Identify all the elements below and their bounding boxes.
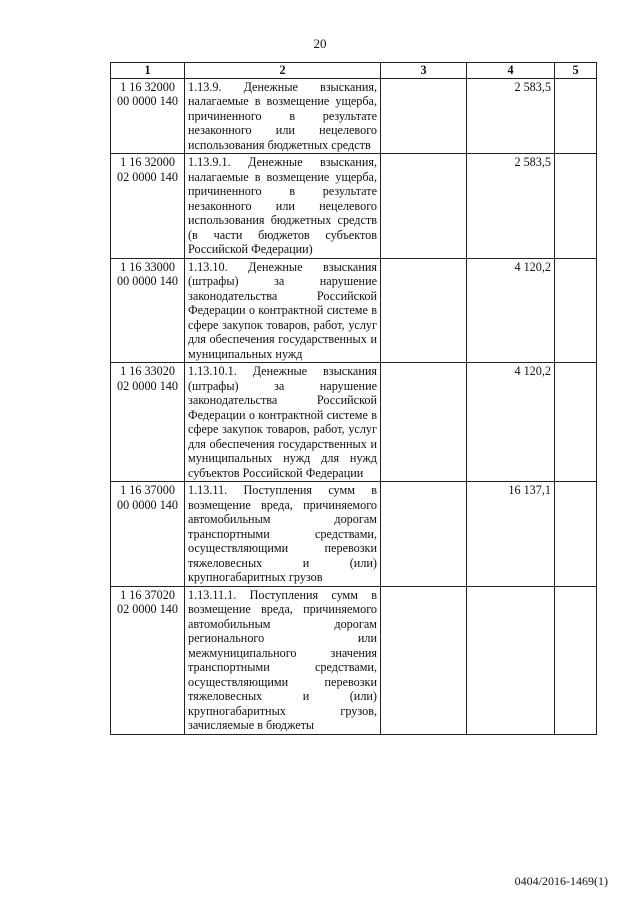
header-col-4: 4: [467, 63, 555, 79]
row-col5: [555, 154, 597, 259]
row-code: 1 16 37000 00 0000 140: [111, 482, 185, 587]
page-number: 20: [313, 36, 327, 51]
row-amount: 16 137,1: [467, 482, 555, 587]
row-description: 1.13.9.1. Денежные взыскания, налагаемые в возмещение ущерба, причиненного в результате незаконного или нецелевого использования бюджетных средств (в части бюджетов субъектов Российской Федерации): [185, 154, 381, 259]
table-row: [111, 258, 597, 363]
row-col3: [381, 258, 467, 363]
row-code: 1 16 32000 02 0000 140: [111, 154, 185, 259]
header-col-5: 5: [555, 63, 597, 79]
table-row: [111, 154, 597, 259]
table-row: [111, 363, 597, 482]
row-description: 1.13.10.1. Денежные взыскания (штрафы) за нарушение законодательства Российской Федерации о контрактной системе в сфере закупок товаров, работ, услуг для обеспечения государственных и муниципальных нужд для нужд субъектов Российской Федерации: [185, 363, 381, 482]
row-col3: [381, 154, 467, 259]
row-amount: 2 583,5: [467, 78, 555, 154]
header-col-3: 3: [381, 63, 467, 79]
row-code: 1 16 33020 02 0000 140: [111, 363, 185, 482]
table-row: [111, 586, 597, 734]
row-amount: [467, 586, 555, 734]
row-description: 1.13.9. Денежные взыскания, налагаемые в возмещение ущерба, причиненного в результате незаконного или нецелевого использования бюджетных средств: [185, 78, 381, 154]
row-code: 1 16 33000 00 0000 140: [111, 258, 185, 363]
row-code: 1 16 37020 02 0000 140: [111, 586, 185, 734]
row-col5: [555, 363, 597, 482]
table-row: [111, 78, 597, 154]
table-row: [111, 482, 597, 587]
row-col5: [555, 258, 597, 363]
header-col-1: 1: [111, 63, 185, 79]
row-col3: [381, 482, 467, 587]
row-description: 1.13.11. Поступления сумм в возмещение вреда, причиняемого автомобильным дорогам транспортными средствами, осуществляющими перевозки тяжеловесных и (или) крупногабаритных грузов: [185, 482, 381, 587]
row-col3: [381, 586, 467, 734]
row-col5: [555, 78, 597, 154]
row-amount: 4 120,2: [467, 363, 555, 482]
header-col-2: 2: [185, 63, 381, 79]
row-col3: [381, 78, 467, 154]
row-code: 1 16 32000 00 0000 140: [111, 78, 185, 154]
row-col5: [555, 482, 597, 587]
row-col5: [555, 586, 597, 734]
row-col3: [381, 363, 467, 482]
budget-table: [110, 62, 597, 735]
row-description: 1.13.10. Денежные взыскания (штрафы) за нарушение законодательства Российской Федерации о контрактной системе в сфере закупок товаров, работ, услуг для обеспечения государственных и муниципальных нужд: [185, 258, 381, 363]
row-amount: 2 583,5: [467, 154, 555, 259]
table-header-row: [111, 63, 597, 79]
row-description: 1.13.11.1. Поступления сумм в возмещение вреда, причиняемого автомобильным дорогам регионального или межмуниципального значения транспортными средствами, осуществляющими перевозки тяжеловесных и (или) крупногабаритных грузов, зачисляемые в бюджеты: [185, 586, 381, 734]
row-amount: 4 120,2: [467, 258, 555, 363]
document-code: 0404/2016-1469(1): [514, 874, 608, 888]
